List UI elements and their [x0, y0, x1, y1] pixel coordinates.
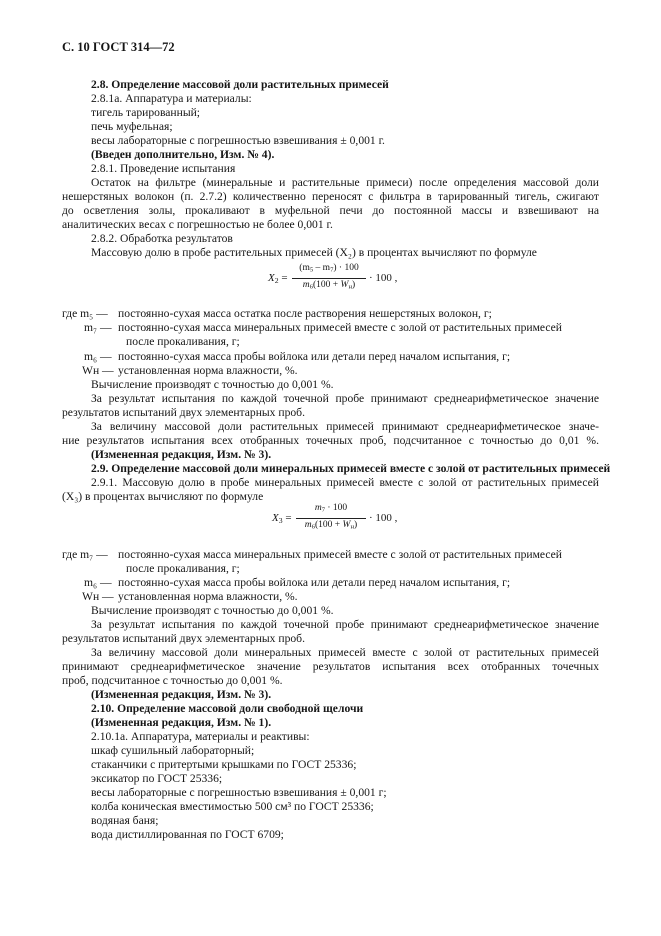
- formula-intro: Массовую долю в пробе растительных примесей (X₂) в процентах вычисляют по формуле: [91, 246, 537, 259]
- subsection-title: 2.8.1. Проведение испытания: [91, 162, 236, 175]
- amendment-note: (Введен дополнительно, Изм. № 4).: [91, 148, 275, 161]
- fraction-bar: [296, 518, 366, 519]
- paragraph-line: 2.9.1. Массовую долю в пробе минеральных примесей вместе с золой от растительных примесей: [91, 476, 599, 489]
- paragraph-line: результатов испытаний двух элементарных проб.: [62, 632, 305, 645]
- amendment-note: (Измененная редакция, Изм. № 1).: [91, 716, 272, 729]
- paragraph-line: ние результатов испытания всех отобранных точечных проб, подсчитанное с точностью до 0,01 %.: [62, 434, 599, 447]
- section-title: 2.10. Определение массовой доли свободной щелочи: [91, 702, 364, 715]
- where-definition: постоянно-сухая масса пробы войлока или детали перед началом испытания, г;: [118, 576, 511, 589]
- list-item: вода дистиллированная по ГОСТ 6709;: [91, 828, 284, 841]
- list-item: эксикатор по ГОСТ 25336;: [91, 772, 223, 785]
- amendment-note: (Измененная редакция, Изм. № 3).: [91, 688, 272, 701]
- paragraph-line: Вычисление производят с точностью до 0,001 %.: [91, 378, 334, 391]
- formula-rhs: · 100 ,: [369, 272, 398, 284]
- section-title: 2.9. Определение массовой доли минеральных примесей вместе с золой от растительных примесей: [91, 462, 611, 475]
- formula-denominator: $m_6(100 + W_н)$: [302, 280, 356, 291]
- subsection-title: 2.10.1а. Аппаратура, материалы и реактивы:: [91, 730, 310, 743]
- list-item: стаканчики с притертыми крышками по ГОСТ 25336;: [91, 758, 357, 771]
- formula-numerator: $m_7 \cdot 100$: [314, 503, 348, 514]
- paragraph-line: аналитических весах с погрешностью не более 0,001 г.: [62, 218, 333, 231]
- where-prefix: где m₇ —: [62, 548, 108, 561]
- paragraph-line: (X₃) в процентах вычисляют по формуле: [62, 490, 264, 503]
- subsection-title: 2.8.1а. Аппаратура и материалы:: [91, 92, 252, 105]
- paragraph-line: За величину массовой доли растительных примесей принимают среднеарифметическое значе-: [91, 420, 599, 433]
- formula-lhs: $X_3$ =: [272, 512, 292, 525]
- where-prefix: m₆ —: [84, 350, 112, 363]
- amendment-note: (Измененная редакция, Изм. № 3).: [91, 448, 272, 461]
- formula-lhs: $X_2$ =: [268, 272, 288, 285]
- section-title: 2.8. Определение массовой доли растительных примесей: [91, 78, 389, 91]
- list-item: печь муфельная;: [91, 120, 173, 133]
- paragraph-line: За результат испытания по каждой точечной пробе принимают среднеарифметическое значение: [91, 392, 599, 405]
- list-item: водяная баня;: [91, 814, 159, 827]
- where-prefix: где m₅ —: [62, 307, 108, 320]
- paragraph-line: до осветления золы, прокаливают в муфельной печи до постоянной массы и взвешивают на: [62, 204, 599, 217]
- where-prefix: Wн —: [82, 364, 114, 377]
- paragraph-line: результатов испытаний двух элементарных проб.: [62, 406, 305, 419]
- where-prefix: m₆ —: [84, 576, 112, 589]
- where-definition: после прокаливания, г;: [126, 335, 240, 348]
- paragraph-line: проб, подсчитанное с точностью до 0,001 %.: [62, 674, 283, 687]
- list-item: тигель тарированный;: [91, 106, 201, 119]
- where-definition: после прокаливания, г;: [126, 562, 240, 575]
- where-definition: постоянно-сухая масса пробы войлока или детали перед началом испытания, г;: [118, 350, 511, 363]
- list-item: весы лабораторные с погрешностью взвешивания ± 0,001 г.: [91, 134, 385, 147]
- fraction-bar: [292, 278, 366, 279]
- where-definition: постоянно-сухая масса минеральных примесей вместе с золой от растительных примесей: [118, 321, 562, 334]
- paragraph-line: Остаток на фильтре (минеральные и растительные примеси) после определения массовой доли: [91, 176, 599, 189]
- where-prefix: m₇ —: [84, 321, 112, 334]
- where-prefix: Wн —: [82, 590, 114, 603]
- list-item: весы лабораторные с погрешностью взвешивания ± 0,001 г;: [91, 786, 387, 799]
- paragraph-line: нешерстяных волокон (п. 2.7.2) количественно переносят с фильтра в тарированный тигель, сжигают: [62, 190, 599, 203]
- paragraph-line: принимают среднеарифметическое значение результатов испытания всех отобранных точечных: [62, 660, 599, 673]
- where-definition: постоянно-сухая масса остатка после растворения нешерстяных волокон, г;: [118, 307, 492, 320]
- paragraph-line: За величину массовой доли минеральных примесей вместе с золой от растительных примесей: [91, 646, 599, 659]
- list-item: шкаф сушильный лабораторный;: [91, 744, 255, 757]
- list-item: колба коническая вместимостью 500 см³ по ГОСТ 25336;: [91, 800, 374, 813]
- paragraph-line: За результат испытания по каждой точечной пробе принимают среднеарифметическое значение: [91, 618, 599, 631]
- where-definition: постоянно-сухая масса минеральных примесей вместе с золой от растительных примесей: [118, 548, 562, 561]
- page-header: С. 10 ГОСТ 314—72: [62, 40, 175, 54]
- formula-rhs: · 100 ,: [369, 512, 398, 524]
- where-definition: установленная норма влажности, %.: [118, 364, 298, 377]
- paragraph-line: Вычисление производят с точностью до 0,001 %.: [91, 604, 334, 617]
- subsection-title: 2.8.2. Обработка результатов: [91, 232, 233, 245]
- formula-numerator: $(m_5 - m_7) \cdot 100$: [299, 263, 359, 274]
- where-definition: установленная норма влажности, %.: [118, 590, 298, 603]
- formula-denominator: $m_6(100 + W_н)$: [304, 520, 358, 531]
